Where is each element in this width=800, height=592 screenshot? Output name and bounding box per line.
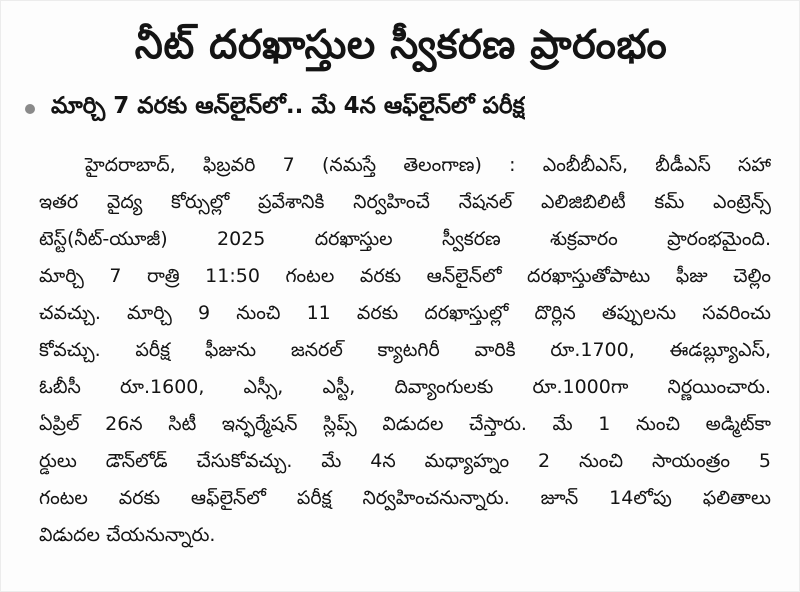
body-line: విడుదల చేయనున్నారు.: [39, 524, 216, 546]
body-line: కోవచ్చు. పరీక్ష ఫీజును జనరల్ క్యాటగిరీ వారికి రూ.1700, ఈడబ్ల్యూఎస్,: [39, 339, 771, 361]
body-line: మార్చి 7 రాత్రి 11:50 గంటల వరకు ఆన్‌లైన్‌లో దరఖాస్తుతోపాటు ఫీజు చెల్లిం: [39, 265, 771, 287]
subheadline-text: మార్చి 7 వరకు ఆన్‌లైన్‌లో.. మే 4న ఆఫ్‌లైన్‌లో పరీక్ష: [51, 93, 525, 119]
body-line: ఇతర వైద్య కోర్సుల్లో ప్రవేశానికి నిర్వహించే నేషనల్ ఎలిజిబిలిటీ కమ్ ఎంట్రెన్స్: [39, 191, 771, 213]
body-line: టెస్ట్(నీట్-యూజీ) 2025 దరఖాస్తుల స్వీకరణ శుక్రవారం ప్రారంభమైంది.: [39, 228, 771, 250]
body-line: ర్డులు డౌన్‌లోడ్ చేసుకోవచ్చు. మే 4న మధ్యాహ్నం 2 నుంచి సాయంత్రం 5: [39, 450, 771, 472]
article-body: [39, 147, 771, 554]
body-line: హైదరాబాద్, ఫిబ్రవరి 7 (నమస్తే తెలంగాణ) : ఎంబీబీఎస్, బీడీఎస్ సహా: [85, 154, 771, 176]
body-line: ఓబీసీ రూ.1600, ఎస్సీ, ఎస్టీ, దివ్యాంగులకు రూ.1000గా నిర్ణయించారు.: [39, 376, 771, 398]
body-line: చవచ్చు. మార్చి 9 నుంచి 11 వరకు దరఖాస్తుల్లో దొర్లిన తప్పులను సవరించు: [39, 302, 771, 324]
headline: నీట్ దరఖాస్తుల స్వీకరణ ప్రారంభం: [134, 22, 668, 68]
body-line: గంటల వరకు ఆఫ్‌లైన్‌లో పరీక్ష నిర్వహించనున్నారు. జూన్ 14లోపు ఫలితాలు: [39, 487, 771, 509]
body-line: ఏప్రిల్ 26న సిటీ ఇన్ఫర్మేషన్ స్లిప్స్ విడుదల చేస్తారు. మే 1 నుంచి అడ్మిట్‌కా: [39, 413, 771, 435]
subheadline: [25, 89, 781, 129]
bullet-icon: [25, 104, 35, 114]
